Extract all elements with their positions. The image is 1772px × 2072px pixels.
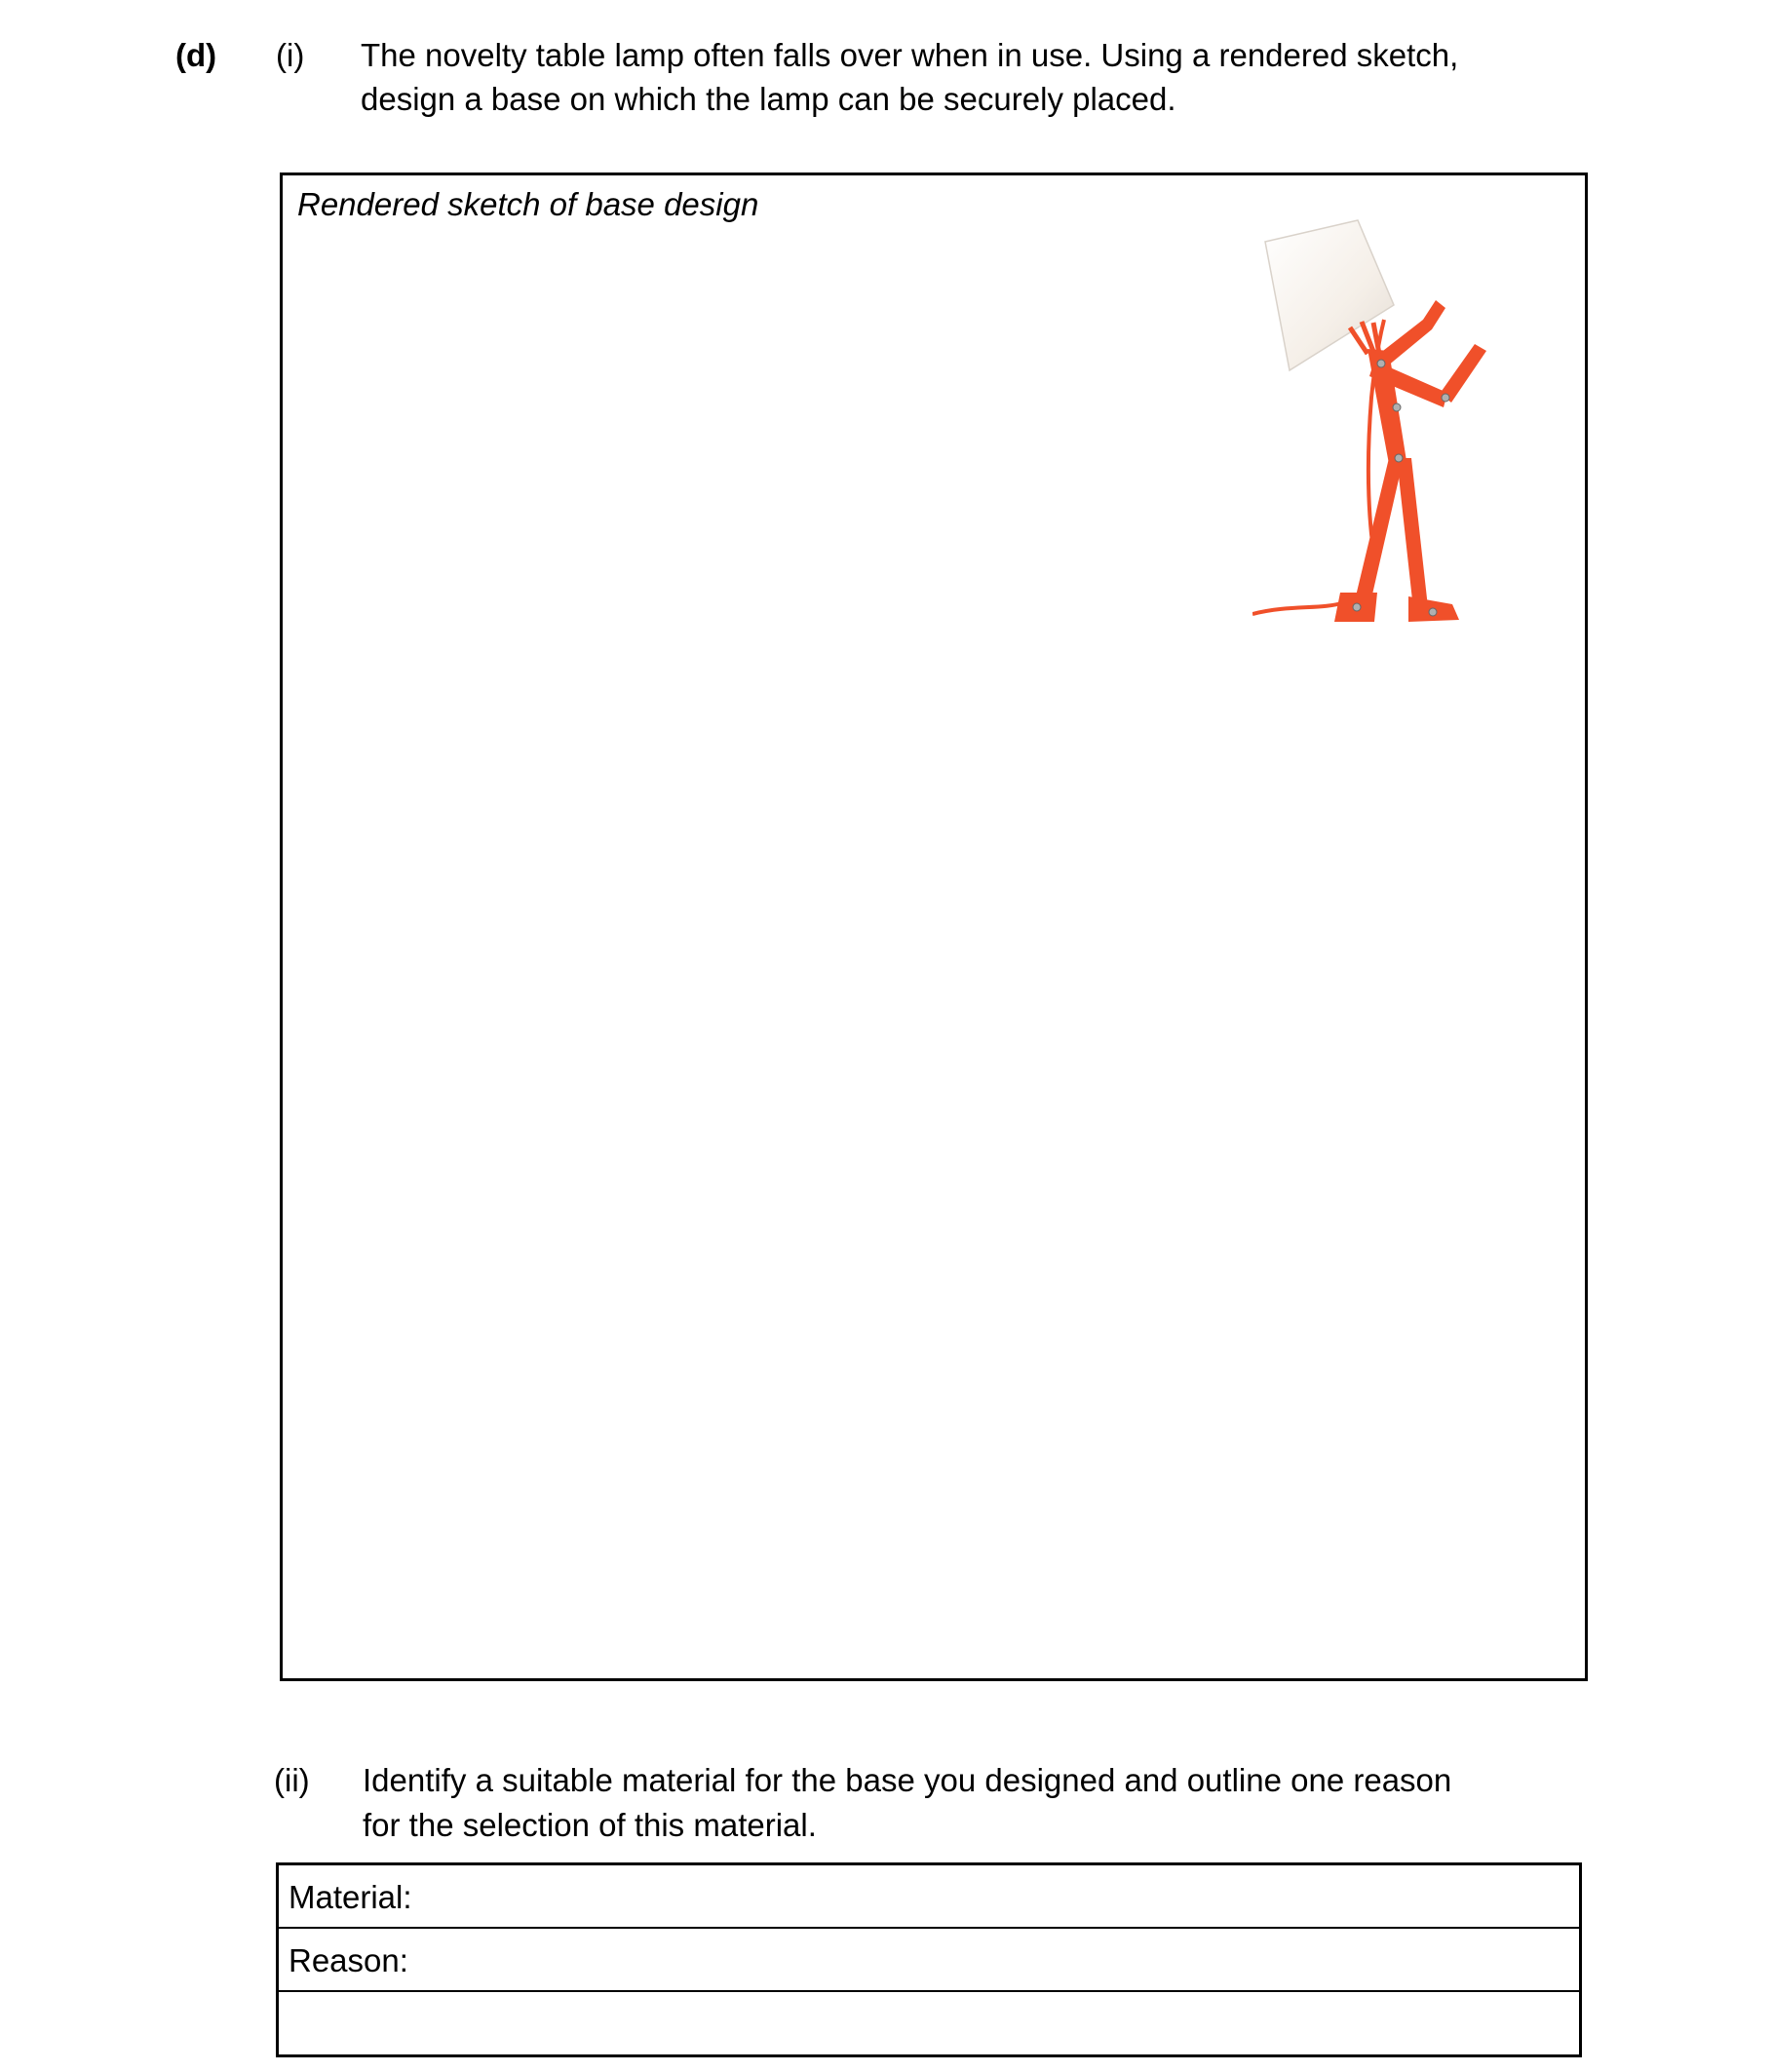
- sub-question-i-text-line2: design a base on which the lamp can be securely placed.: [361, 81, 1176, 117]
- answer-table: [276, 1862, 1582, 2057]
- reason-label: Reason:: [289, 1942, 408, 1978]
- lamp-leg-left: [1354, 458, 1404, 607]
- material-label: Material:: [289, 1879, 412, 1915]
- sub-question-i-text-line1: The novelty table lamp often falls over when in use. Using a rendered sketch,: [361, 37, 1459, 73]
- part-label: (d): [175, 37, 217, 73]
- reason-row[interactable]: [279, 1929, 1579, 1992]
- reason-continuation-row[interactable]: [279, 1992, 1579, 2054]
- sub-question-i-label: (i): [276, 37, 305, 73]
- lamp-arm-second: [1379, 300, 1445, 366]
- sketch-answer-area[interactable]: [280, 173, 1588, 1681]
- sketch-caption: Rendered sketch of base design: [297, 186, 759, 222]
- lamp-leg-right: [1397, 458, 1428, 609]
- material-row[interactable]: [279, 1865, 1579, 1929]
- sub-question-ii-label: (ii): [274, 1762, 310, 1798]
- novelty-lamp-illustration: [1252, 203, 1506, 643]
- sub-question-ii-text-line1: Identify a suitable material for the base you designed and outline one reason: [363, 1762, 1452, 1798]
- sub-question-ii-text-line2: for the selection of this material.: [363, 1807, 817, 1843]
